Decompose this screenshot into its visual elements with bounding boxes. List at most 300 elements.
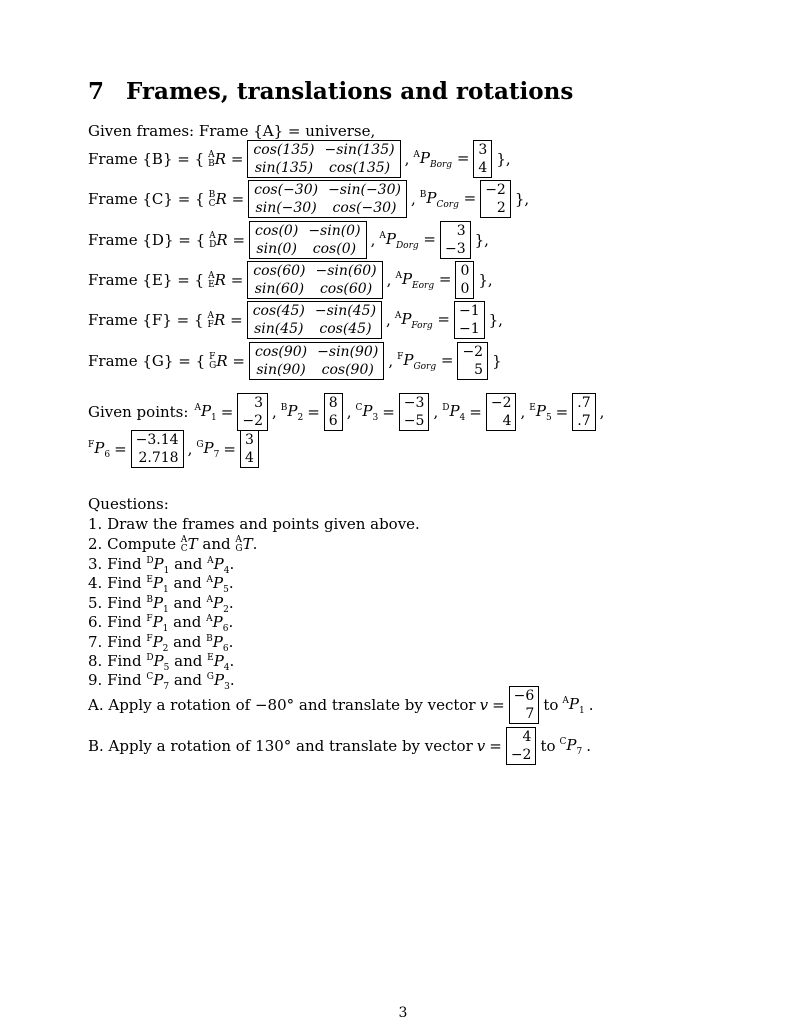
transform-a-sub: C — [180, 544, 188, 554]
point-symbol — [196, 439, 219, 460]
rotation-prescripts — [208, 272, 215, 290]
translation-vector — [506, 727, 537, 765]
equals: = — [432, 309, 450, 328]
frame-close: }, — [478, 271, 493, 289]
origin-vector — [440, 221, 471, 259]
point-symbol-sub: 1 — [211, 412, 217, 423]
question-prefix: 1. Draw the frames and points given above. — [88, 515, 420, 533]
point-ref-a-sub: 5 — [163, 663, 170, 673]
rotation-letter: R — [214, 149, 227, 168]
origin-vector-bottom: −1 — [459, 321, 480, 337]
matrix-cell: cos(135) — [329, 160, 391, 176]
point-vector-bottom: −5 — [403, 413, 425, 429]
point-ref-b-sub: 6 — [222, 644, 229, 654]
point-symbol-sub: 2 — [297, 412, 304, 423]
point-ref-a-name: P — [153, 555, 164, 573]
rotation-symbol — [208, 271, 243, 290]
origin-sub: Gorg — [413, 361, 437, 372]
task-to: to — [543, 696, 559, 714]
rotation-symbol — [209, 190, 245, 209]
transform-a — [181, 535, 198, 553]
matrix-cell: cos(60) — [319, 281, 373, 297]
point-ref-a-sup: F — [146, 614, 153, 624]
point-ref-a-sup: B — [146, 595, 153, 605]
question-suffix: . — [228, 633, 234, 651]
rotation-matrix — [247, 140, 400, 178]
point-symbol — [281, 402, 303, 423]
frame-close: }, — [496, 150, 511, 168]
section-title-text: Frames, translations and rotations — [126, 78, 574, 105]
rotation-letter: R — [215, 189, 227, 208]
question-prefix: 8. Find — [88, 652, 147, 670]
point-ref-a-name: P — [152, 594, 164, 612]
rotation-symbol — [209, 352, 245, 371]
equals: = — [225, 270, 244, 289]
point-vector — [572, 393, 595, 431]
point-ref-b — [206, 574, 229, 595]
task-variable: v — [476, 737, 486, 755]
point-symbol-sup: C — [355, 402, 363, 413]
given-frames-intro: Given frames: Frame {A} = universe, — [88, 122, 376, 140]
rotation-letter: R — [214, 270, 226, 289]
question-suffix: . — [228, 613, 234, 631]
point-symbol-sup: D — [442, 402, 450, 413]
equals: = — [555, 403, 569, 421]
matrix-cell: cos(90) — [254, 344, 308, 360]
matrix-cell: sin(135) — [254, 160, 314, 176]
comma: , — [433, 403, 439, 421]
rotation-sup: B — [208, 189, 216, 200]
question-suffix: . — [228, 594, 234, 612]
point-ref-b-sup: A — [206, 614, 213, 624]
point-ref-b-sub: 2 — [223, 605, 229, 615]
question-suffix: . — [229, 652, 235, 670]
point-ref-a-sub: 7 — [163, 682, 170, 692]
questions-heading: Questions: — [88, 495, 169, 513]
frame-label: Frame {F} = { — [88, 311, 204, 329]
matrix-cell: sin(45) — [254, 321, 304, 337]
point-ref-b — [207, 652, 230, 673]
frame-row — [88, 342, 502, 380]
equals: = — [227, 230, 246, 249]
point-ref-b-sub: 4 — [223, 663, 230, 673]
task-b — [88, 727, 591, 765]
question-4 — [88, 574, 234, 595]
point-ref-b-sup: G — [206, 672, 214, 682]
point-2 — [281, 393, 352, 431]
question-mid: and — [168, 574, 207, 592]
task-a — [88, 686, 593, 724]
point-ref-a — [146, 574, 169, 595]
transform-b — [235, 535, 252, 553]
rotation-sub: B — [208, 158, 215, 169]
rotation-matrix — [249, 342, 384, 380]
origin-vector-top: −2 — [462, 344, 484, 360]
point-vector-top: 3 — [244, 432, 254, 448]
question-prefix: 6. Find — [88, 613, 147, 631]
point-symbol-sup: E — [529, 402, 536, 413]
frame-row — [88, 221, 489, 259]
point-ref-b-sub: 5 — [223, 585, 229, 595]
frame-label: Frame {E} = { — [88, 271, 205, 289]
comma: , — [388, 352, 394, 370]
point-ref-a — [146, 594, 169, 615]
point-ref-b-sub: 4 — [223, 566, 230, 576]
origin-vector-top: −1 — [459, 303, 480, 319]
task-equals: = — [489, 737, 502, 755]
comma: , — [271, 403, 277, 421]
rotation-symbol — [208, 150, 243, 169]
origin-vector-top: 0 — [460, 263, 470, 279]
frame-close: } — [492, 352, 502, 370]
origin-vector-bottom: 2 — [496, 200, 506, 216]
point-ref-a — [146, 613, 169, 634]
transform-a-prescripts — [181, 536, 188, 554]
task-to: to — [540, 737, 556, 755]
comma: , — [404, 150, 410, 168]
rotation-sub: C — [208, 198, 216, 209]
point-ref-a-name: P — [152, 574, 163, 592]
origin-vector — [480, 180, 511, 218]
point-ref-a-sup: D — [146, 653, 154, 663]
question-suffix: . — [229, 671, 235, 689]
task-point-name: P — [566, 735, 577, 754]
point-vector-top: 8 — [328, 395, 338, 411]
comma: , — [187, 440, 193, 458]
matrix-cell: sin(0) — [256, 241, 297, 257]
point-ref-a-sup: E — [146, 575, 153, 585]
point-vector-bottom: −2 — [242, 413, 263, 429]
matrix-cell: cos(90) — [321, 362, 374, 378]
frame-label: Frame {C} = { — [88, 190, 205, 208]
question-prefix: 9. Find — [88, 671, 147, 689]
origin-sup: A — [395, 270, 402, 281]
task-point-sub: 1 — [578, 705, 585, 716]
equals: = — [436, 350, 454, 369]
task-point-sup: A — [562, 695, 569, 706]
origin-symbol — [379, 230, 436, 251]
origin-symbol — [397, 351, 453, 372]
rotation-sub: D — [209, 239, 217, 250]
origin-vector-bottom: 5 — [474, 362, 484, 378]
point-ref-b-name: P — [212, 613, 223, 631]
frame-close: }, — [514, 190, 530, 208]
matrix-cell: −sin(135) — [324, 142, 395, 158]
points-row-2 — [88, 430, 259, 468]
point-ref-b-name: P — [213, 652, 224, 670]
comma: , — [410, 190, 416, 208]
frame-row — [88, 140, 511, 178]
origin-symbol — [395, 310, 450, 331]
point-ref-a-name: P — [152, 633, 163, 651]
point-ref-b-sup: A — [207, 556, 214, 566]
origin-vector-bottom: 0 — [460, 281, 470, 297]
point-symbol — [356, 402, 379, 423]
equals: = — [452, 148, 470, 167]
point-symbol-sub: 6 — [104, 449, 111, 460]
task-variable: v — [479, 696, 489, 714]
matrix-cell: −sin(60) — [315, 263, 377, 279]
point-ref-b-name: P — [213, 555, 224, 573]
point-ref-a-name: P — [152, 613, 163, 631]
question-prefix: 5. Find — [88, 594, 147, 612]
question-7 — [88, 633, 233, 654]
points-row-1 — [88, 393, 604, 431]
point-ref-a-sub: 1 — [163, 605, 169, 615]
question-mid: and — [169, 671, 207, 689]
rotation-sub: F — [207, 319, 214, 330]
task-text: B. Apply a rotation of 130° and translate by vector — [88, 737, 473, 755]
point-symbol-sup: B — [280, 402, 288, 413]
origin-sub: Eorg — [412, 280, 435, 291]
matrix-cell: cos(60) — [253, 263, 306, 279]
origin-letter: P — [426, 188, 437, 207]
comma: , — [370, 231, 376, 249]
translation-vector-bottom: −2 — [510, 747, 532, 763]
point-4 — [442, 393, 525, 431]
point-ref-b — [206, 594, 229, 615]
frame-label: Frame {B} = { — [88, 150, 205, 168]
question-mid: and — [168, 633, 207, 651]
question-2 — [88, 535, 257, 554]
origin-vector — [473, 140, 492, 178]
point-vector — [399, 393, 430, 431]
question-mid: and — [197, 535, 236, 553]
matrix-cell: sin(−30) — [255, 200, 317, 216]
comma: , — [599, 403, 605, 421]
question-prefix: 2. Compute — [88, 535, 181, 553]
rotation-matrix — [249, 221, 367, 259]
transform-b-sub: G — [235, 544, 243, 554]
equals: = — [225, 310, 243, 329]
equals: = — [458, 188, 477, 207]
points-intro: Given points: — [88, 403, 189, 421]
matrix-cell: −sin(45) — [314, 303, 377, 319]
rotation-matrix — [248, 180, 407, 218]
origin-sub: Dorg — [395, 240, 419, 251]
point-vector-top: −3.14 — [135, 432, 179, 448]
rotation-prescripts — [209, 191, 216, 209]
section-number: 7 — [88, 78, 105, 105]
question-1 — [88, 515, 420, 533]
point-symbol-sup: G — [196, 439, 204, 450]
question-suffix: . — [252, 535, 258, 553]
equals: = — [418, 229, 436, 248]
matrix-cell: cos(0) — [255, 223, 299, 239]
task-point — [560, 736, 583, 757]
point-ref-b-sup: A — [206, 575, 213, 585]
point-symbol — [88, 439, 110, 460]
rotation-symbol — [209, 231, 245, 250]
rotation-sup: A — [209, 230, 216, 241]
point-symbol-sub: 7 — [213, 449, 220, 460]
point-ref-b-name: P — [214, 671, 225, 689]
point-vector-top: −3 — [403, 395, 425, 411]
point-symbol-sub: 3 — [372, 412, 379, 423]
origin-vector-top: −2 — [485, 182, 506, 198]
equals: = — [382, 403, 395, 421]
rotation-sup: F — [209, 351, 216, 362]
question-prefix: 3. Find — [88, 555, 147, 573]
question-suffix: . — [228, 574, 234, 592]
point-1 — [194, 393, 276, 431]
frame-row — [88, 301, 503, 339]
point-symbol — [529, 402, 551, 423]
task-end: . — [588, 696, 594, 714]
origin-sub: Forg — [411, 320, 433, 331]
task-text: A. Apply a rotation of −80° and translate by vector — [88, 696, 476, 714]
point-5 — [529, 393, 604, 431]
equals: = — [223, 440, 236, 458]
point-symbol — [194, 402, 216, 423]
frame-close: }, — [488, 311, 503, 329]
point-vector-bottom: .7 — [577, 413, 591, 429]
rotation-symbol — [208, 311, 243, 330]
point-ref-b — [207, 555, 230, 576]
rotation-letter: R — [216, 230, 228, 249]
task-point-sub: 7 — [576, 746, 583, 757]
rotation-sub: G — [209, 360, 217, 371]
origin-letter: P — [419, 148, 430, 167]
point-symbol-name: P — [203, 438, 214, 457]
point-ref-a-sub: 1 — [163, 566, 170, 576]
transform-b-sup: A — [235, 535, 242, 545]
matrix-cell: cos(−30) — [254, 182, 319, 198]
equals: = — [227, 351, 245, 370]
point-symbol-name: P — [287, 401, 298, 420]
point-symbol-name: P — [94, 438, 105, 457]
point-vector-top: −2 — [490, 395, 512, 411]
point-ref-b-sup: A — [206, 595, 214, 605]
point-ref-a-sup: F — [146, 634, 153, 644]
point-7 — [196, 430, 259, 468]
point-ref-b-name: P — [212, 633, 223, 651]
question-prefix: 4. Find — [88, 574, 147, 592]
transform-a-sup: A — [180, 535, 188, 545]
frame-row — [88, 261, 493, 299]
origin-vector-bottom: −3 — [444, 241, 466, 257]
matrix-cell: cos(0) — [312, 241, 357, 257]
point-symbol-sup: A — [194, 402, 201, 413]
point-6 — [88, 430, 192, 468]
rotation-matrix — [247, 261, 382, 299]
equals: = — [469, 403, 482, 421]
rotation-letter: R — [216, 351, 228, 370]
origin-symbol — [413, 149, 469, 170]
question-mid: and — [169, 555, 208, 573]
point-symbol-name: P — [362, 401, 373, 420]
translation-vector-bottom: 7 — [525, 706, 535, 722]
translation-vector — [509, 686, 540, 724]
question-8 — [88, 652, 234, 673]
task-point-name: P — [568, 694, 579, 713]
origin-vector-top: 3 — [478, 142, 488, 158]
origin-sup: B — [419, 189, 427, 200]
origin-sup: A — [379, 230, 386, 241]
frame-row — [88, 180, 529, 218]
equals: = — [114, 440, 127, 458]
rotation-sup: A — [208, 149, 215, 160]
origin-vector-bottom: 4 — [478, 160, 488, 176]
matrix-cell: sin(60) — [254, 281, 305, 297]
frame-close: }, — [474, 231, 489, 249]
point-ref-b-sub: 3 — [224, 682, 230, 692]
point-ref-b — [206, 613, 229, 634]
matrix-cell: cos(45) — [319, 321, 372, 337]
rotation-sup: A — [207, 310, 215, 321]
rotation-letter: R — [214, 310, 226, 329]
origin-sup: A — [394, 310, 402, 321]
comma: , — [386, 271, 392, 289]
point-vector-bottom: 6 — [328, 413, 338, 429]
point-symbol-sup: F — [88, 439, 95, 450]
question-mid: and — [169, 652, 208, 670]
point-symbol-name: P — [200, 401, 212, 420]
equals: = — [434, 269, 452, 288]
rotation-sup: A — [208, 270, 215, 281]
frame-label: Frame {D} = { — [88, 231, 206, 249]
point-ref-a — [146, 555, 170, 576]
point-symbol-name: P — [449, 401, 460, 420]
point-vector-top: .7 — [577, 395, 591, 411]
point-vector-bottom: 4 — [244, 450, 254, 466]
section-title — [88, 78, 573, 105]
point-ref-b-sup: E — [207, 653, 214, 663]
origin-sub: Corg — [436, 199, 459, 210]
point-ref-b-name: P — [212, 574, 224, 592]
point-ref-a-sub: 2 — [162, 644, 169, 654]
question-suffix: . — [229, 555, 235, 573]
point-symbol-sub: 4 — [459, 412, 466, 423]
point-ref-b-name: P — [213, 594, 224, 612]
rotation-sub: E — [208, 279, 215, 290]
origin-vector — [455, 261, 474, 299]
point-3 — [356, 393, 439, 431]
point-symbol-name: P — [535, 401, 546, 420]
point-ref-a-sup: C — [146, 672, 154, 682]
point-vector — [131, 430, 184, 468]
question-mid: and — [168, 613, 207, 631]
origin-letter: P — [403, 350, 414, 369]
point-vector — [237, 393, 268, 431]
comma: , — [386, 311, 391, 329]
transform-b-prescripts — [235, 536, 242, 554]
question-5 — [88, 594, 234, 615]
point-ref-a-name: P — [153, 671, 164, 689]
origin-letter: P — [401, 269, 413, 288]
point-ref-a-sub: 1 — [163, 585, 169, 595]
point-vector-top: 3 — [254, 395, 263, 411]
point-vector-bottom: 4 — [502, 413, 512, 429]
point-symbol — [442, 402, 465, 423]
origin-symbol — [420, 189, 476, 210]
origin-vector-top: 3 — [456, 223, 466, 239]
task-equals: = — [492, 696, 505, 714]
point-ref-a — [146, 633, 169, 654]
point-ref-a-sub: 1 — [162, 624, 169, 634]
matrix-cell: cos(45) — [252, 303, 305, 319]
origin-sup: A — [413, 149, 420, 160]
point-ref-a-sup: D — [146, 556, 154, 566]
page-number: 3 — [398, 1005, 408, 1021]
point-vector — [486, 393, 517, 431]
point-ref-b — [206, 633, 229, 654]
origin-symbol — [395, 270, 451, 291]
matrix-cell: cos(135) — [253, 142, 315, 158]
matrix-cell: −sin(−30) — [328, 182, 401, 198]
transform-a-letter: T — [187, 535, 198, 553]
rotation-matrix — [247, 301, 382, 339]
